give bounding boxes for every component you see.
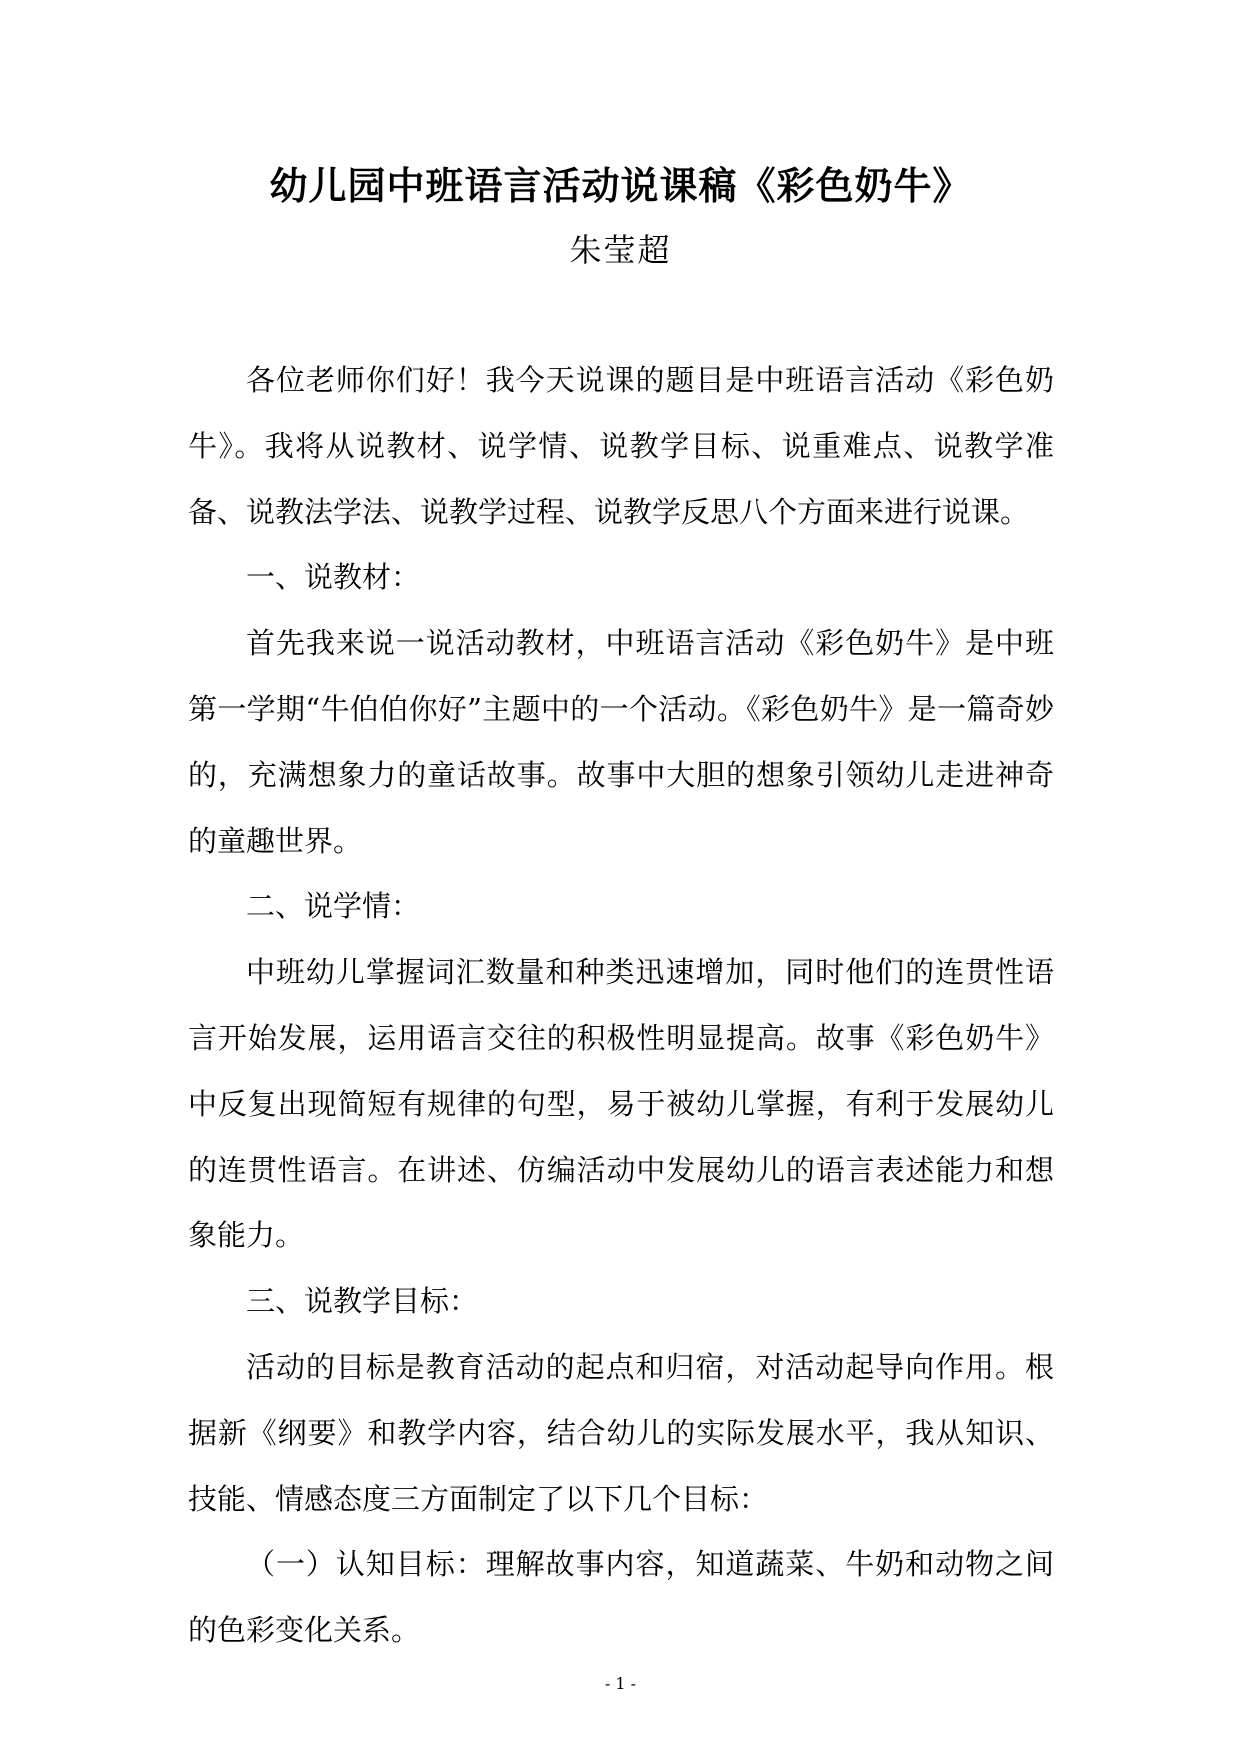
paragraph-intro: 各位老师你们好！我今天说课的题目是中班语言活动《彩色奶牛》。我将从说教材、说学情、说教学目标、说重难点、说教学准备、说教法学法、说教学过程、说教学反思八个方面来进行说课。 [188, 363, 1054, 529]
section-heading-textbook: 一、说教材： [246, 560, 421, 595]
paragraph-learners: 中班幼儿掌握词汇数量和种类迅速增加，同时他们的连贯性语言开始发展，运用语言交往的积极性明显提高。故事《彩色奶牛》中反复出现简短有规律的句型，易于被幼儿掌握，有利于发展幼儿的连贯性语言。在讲述、仿编活动中发展幼儿的语言表述能力和想象能力。 [188, 955, 1054, 1253]
page-number: - 1 - [604, 1674, 637, 1693]
section-heading-objectives: 三、说教学目标： [246, 1284, 479, 1319]
document-body [188, 348, 1054, 1664]
section-heading-learners: 二、说学情： [246, 889, 421, 924]
paragraph-textbook: 首先我来说一说活动教材，中班语言活动《彩色奶牛》是中班第一学期“牛伯伯你好”主题中的一个活动。《彩色奶牛》是一篇奇妙的，充满想象力的童话故事。故事中大胆的想象引领幼儿走进神奇的童趣世界。 [188, 626, 1054, 858]
document-author: 朱莹超 [569, 231, 672, 269]
paragraph-cognitive-goal: （一）认知目标：理解故事内容，知道蔬菜、牛奶和动物之间的色彩变化关系。 [188, 1547, 1054, 1648]
document-title: 幼儿园中班语言活动说课稿《彩色奶牛》 [269, 163, 972, 208]
paragraph-objectives: 活动的目标是教育活动的起点和归宿，对活动起导向作用。根据新《纲要》和教学内容，结合幼儿的实际发展水平，我从知识、技能、情感态度三方面制定了以下几个目标： [188, 1349, 1054, 1516]
